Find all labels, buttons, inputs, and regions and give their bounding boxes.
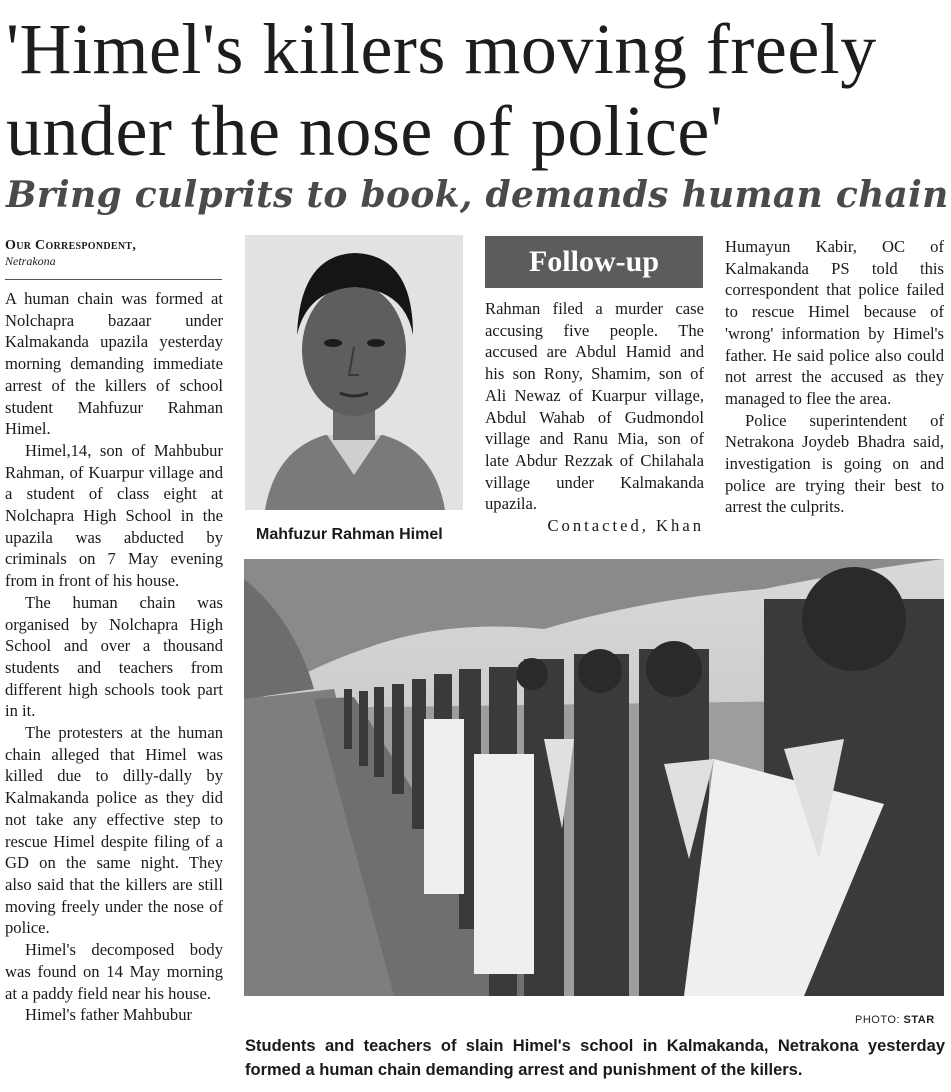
paragraph: The human chain was organised by Nolchapra High School and over a thousand students and teachers from different high schools took part in it. [5, 592, 223, 721]
byline-divider [5, 279, 222, 280]
paragraph: Rahman filed a murder case accusing five people. The accused are Abdul Hamid and his son Rony, Shamim, son of Ali Newaz of Kuarpur village, Abdul Wahab of Gudmondol village and Ranu Mia, son of late Abdur Rezzak of Chilahala village under Kalmakanda upazila. [485, 299, 704, 514]
photo-credit-source: STAR [903, 1014, 935, 1026]
byline [5, 238, 222, 269]
article-column-3 [485, 298, 704, 537]
paragraph: Himel's father Mahbubur [25, 1005, 193, 1025]
photo-credit-prefix: PHOTO: [855, 1014, 900, 1026]
portrait-photo [245, 235, 463, 510]
human-chain-photo [244, 559, 944, 996]
paragraph: A human chain was formed at Nolchapra bazaar under Kalmakanda upazila yesterday morning demanding immediate arrest of the killers of school student Mahfuzur Rahman Himel. [5, 289, 223, 439]
paragraph: Himel,14, son of Mahbubur Rahman, of Kuarpur village and a student of class eight at Nolchapra High School in the upazila was abducted by criminals on 7 May evening from in front of his house. [5, 440, 223, 591]
subheadline: Bring culprits to book, demands human chain [6, 174, 949, 216]
photo-caption: Students and teachers of slain Himel's school in Kalmakanda, Netrakona yesterday formed a human chain demanding arrest and punishment of the killers. [245, 1037, 945, 1079]
portrait-caption: Mahfuzur Rahman Himel [256, 526, 443, 543]
photo-credit [855, 1014, 935, 1026]
headline: 'Himel's killers moving freely under the nose of police' [6, 9, 877, 171]
byline-name: Our Correspondent, [5, 238, 137, 253]
article-column-1 [5, 288, 223, 1026]
paragraph: Police superintendent of Netrakona Joydeb Bhadra said, investigation is going on and police are trying their best to arrest the culprits. [725, 410, 944, 517]
article-column-4 [725, 236, 944, 518]
paragraph: The protesters at the human chain alleged that Himel was killed due to dilly-dally by Kalmakanda police as they did not take any effective step to rescue Himel despite filing of a GD on the same night. They also said that the killers are still moving freely under the nose of police. [5, 723, 223, 938]
paragraph: Humayun Kabir, OC of Kalmakanda PS told this correspondent that police failed to rescue Himel because of 'wrong' information by Himel's father. He said police also could not arrest the accused as they managed to flee the area. [725, 237, 944, 408]
follow-up-kicker: Follow-up [485, 236, 703, 288]
byline-location: Netrakona [5, 254, 56, 268]
paragraph: Himel's decomposed body was found on 14 May morning at a paddy field near his house. [5, 940, 223, 1003]
paragraph: Contacted, Khan [547, 516, 704, 536]
